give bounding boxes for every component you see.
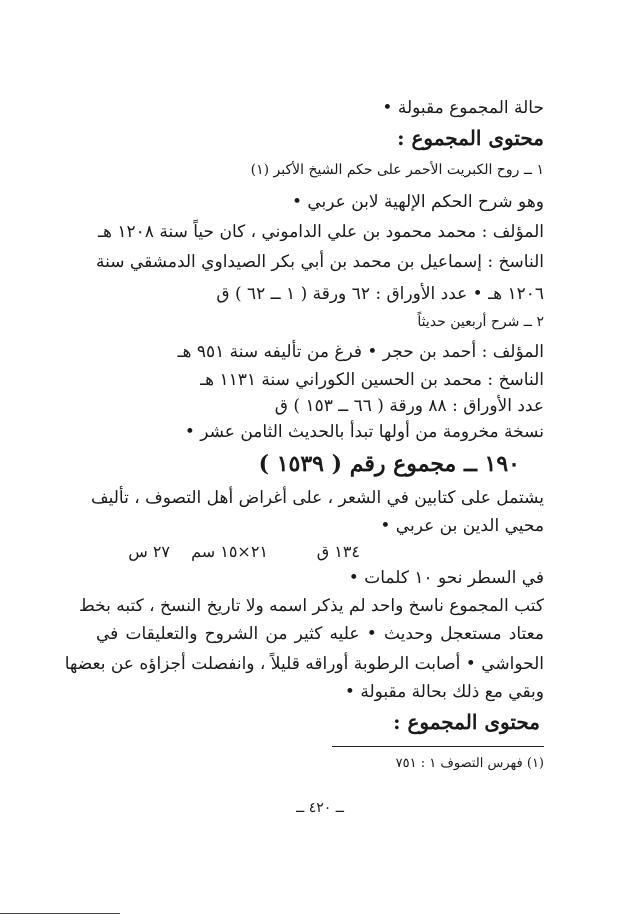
text-line-17: في السطر نحو ١٠ كلمات • — [348, 568, 544, 588]
section-heading-contents-2: محتوى المجموع : — [393, 710, 540, 734]
text-line-18: كتب المجموع ناسخ واحد لم يذكر اسمه ولا تاريخ النسخ ، كتبه بخط — [79, 596, 544, 616]
measure-size: ٢١×١٥ سم — [191, 542, 268, 561]
measure-lines: ٢٧ س — [128, 542, 170, 561]
text-line-20: الحواشي • أصابت الرطوبة أوراقه قليلاً ، وانفصلت أجزاؤه عن بعضها — [64, 654, 544, 674]
text-line-11: عدد الأوراق : ٨٨ ورقة ( ٦٦ ــ ١٥٣ ) ق — [274, 396, 544, 416]
page-number: ــ ٤٢٠ ــ — [296, 800, 344, 816]
measure-leaves: ١٣٤ ق — [316, 542, 360, 561]
text-line-7: ١٢٠٦ هـ • عدد الأوراق : ٦٢ ورقة ( ١ ــ ٦٢ ) ق — [216, 284, 544, 304]
text-line-15: محيي الدين بن عربي • — [380, 516, 544, 536]
footnote: (١) فهرس التصوف ١ : ٧٥١ — [395, 756, 544, 771]
text-line-6: الناسخ : إسماعيل بن محمد بن أبي بكر الصيداوي الدمشقي سنة — [96, 252, 544, 272]
text-line-item-1-title: ١ ــ روح الكبريت الأحمر على حكم الشيخ الأكبر (١) — [250, 162, 544, 178]
text-line-19: معتاد مستعجل وحديث • عليه كثير من الشروح والتعليقات في — [96, 624, 544, 644]
text-line-21: وبقي مع ذلك بحالة مقبولة • — [344, 682, 544, 702]
text-line-12: نسخة مخرومة من أولها تبدأ بالحديث الثامن عشر • — [184, 422, 544, 442]
entry-heading-190: ١٩٠ ــ مجموع رقم ( ١٥٣٩ ) — [258, 451, 520, 477]
footnote-rule — [332, 746, 544, 747]
text-line-9: المؤلف : أحمد بن حجر • فرغ من تأليفه سنة ٩٥١ هـ — [177, 342, 544, 362]
text-line-14: يشتمل على كتابين في الشعر ، على أغراض أهل التصوف ، تأليف — [90, 488, 544, 508]
text-line-4: وهو شرح الحكم الإلهية لابن عربي • — [291, 192, 544, 212]
text-line-1: حالة المجموع مقبولة • — [382, 98, 544, 118]
text-line-5: المؤلف : محمد محمود بن علي الداموني ، كان حياً سنة ١٢٠٨ هـ — [98, 222, 544, 242]
text-line-item-2-title: ٢ ــ شرح أربعين حديثاً — [417, 314, 544, 330]
section-heading-contents: محتوى المجموع : — [397, 126, 544, 150]
text-line-10: الناسخ : محمد بن الحسين الكوراني سنة ١١٣١ هـ — [200, 370, 544, 390]
bottom-rule — [0, 913, 120, 914]
